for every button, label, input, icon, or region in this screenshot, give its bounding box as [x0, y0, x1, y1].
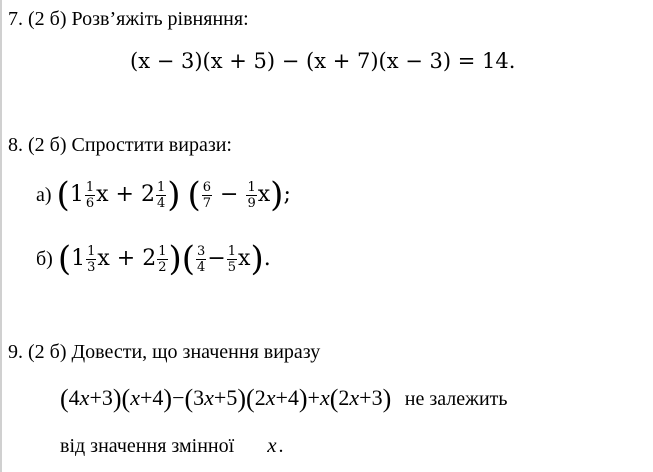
- task-9-line3-text: від значення змінної: [60, 435, 235, 457]
- task-9-variable: x: [267, 433, 277, 457]
- paren-open: (: [187, 175, 201, 215]
- fraction: $\frac{1}{4}$: [156, 179, 166, 211]
- paren-open: (: [181, 239, 196, 279]
- paren-open: (: [57, 239, 72, 279]
- mixed-whole: 1: [71, 246, 86, 271]
- variable: x: [257, 182, 271, 207]
- minus-sign: −: [220, 182, 239, 207]
- task-9-expression-line: [60, 383, 508, 413]
- term-text: x +: [96, 182, 134, 207]
- minus-sign: −: [207, 246, 226, 271]
- task-9-tail: не залежить: [404, 388, 508, 410]
- terminator: ;: [283, 182, 291, 207]
- task-9-header: 9. (2 б) Довести, що значення виразу: [8, 341, 321, 363]
- fraction: $\frac{1}{3}$: [87, 243, 96, 275]
- fraction: $\frac{6}{7}$: [202, 179, 212, 211]
- fraction: $\frac{3}{4}$: [197, 243, 206, 275]
- term-text: x +: [97, 246, 136, 271]
- task-9-expression: (4x+3)(x+4)−(3x+5)(2x+4)+x(2x+3): [60, 384, 392, 413]
- task-9-line3: [60, 433, 284, 458]
- paren-close: ): [250, 239, 264, 279]
- paren-close: ): [168, 239, 182, 279]
- task-8b-label: б): [36, 248, 53, 270]
- variable: x: [238, 246, 251, 271]
- task-7-equation: (x − 3)(x + 5) − (x + 7)(x − 3) = 14.: [130, 49, 516, 73]
- mixed-whole: 2: [140, 182, 155, 207]
- fraction: $\frac{1}{2}$: [158, 243, 167, 275]
- task-8a-math: [56, 175, 291, 215]
- mixed-whole: 1: [69, 182, 84, 207]
- task-8a-expression: [36, 175, 291, 215]
- task-8-header: 8. (2 б) Спростити вирази:: [8, 134, 232, 156]
- terminator: .: [263, 246, 271, 271]
- task-8b-expression: [36, 239, 271, 279]
- fraction: $\frac{1}{5}$: [227, 243, 237, 275]
- paren-close: ): [167, 175, 181, 215]
- fraction: $\frac{1}{6}$: [85, 179, 95, 211]
- paren-open: (: [56, 175, 70, 215]
- task-8a-label: а): [36, 184, 52, 206]
- task-7-header: 7. (2 б) Розв’яжіть рівняння:: [8, 8, 249, 30]
- task-8b-math: [57, 239, 271, 279]
- paren-close: ): [270, 175, 284, 215]
- task-9-end: .: [278, 435, 284, 457]
- mixed-whole: 2: [142, 246, 157, 271]
- fraction: $\frac{1}{9}$: [247, 179, 256, 211]
- page-edge: [0, 0, 2, 472]
